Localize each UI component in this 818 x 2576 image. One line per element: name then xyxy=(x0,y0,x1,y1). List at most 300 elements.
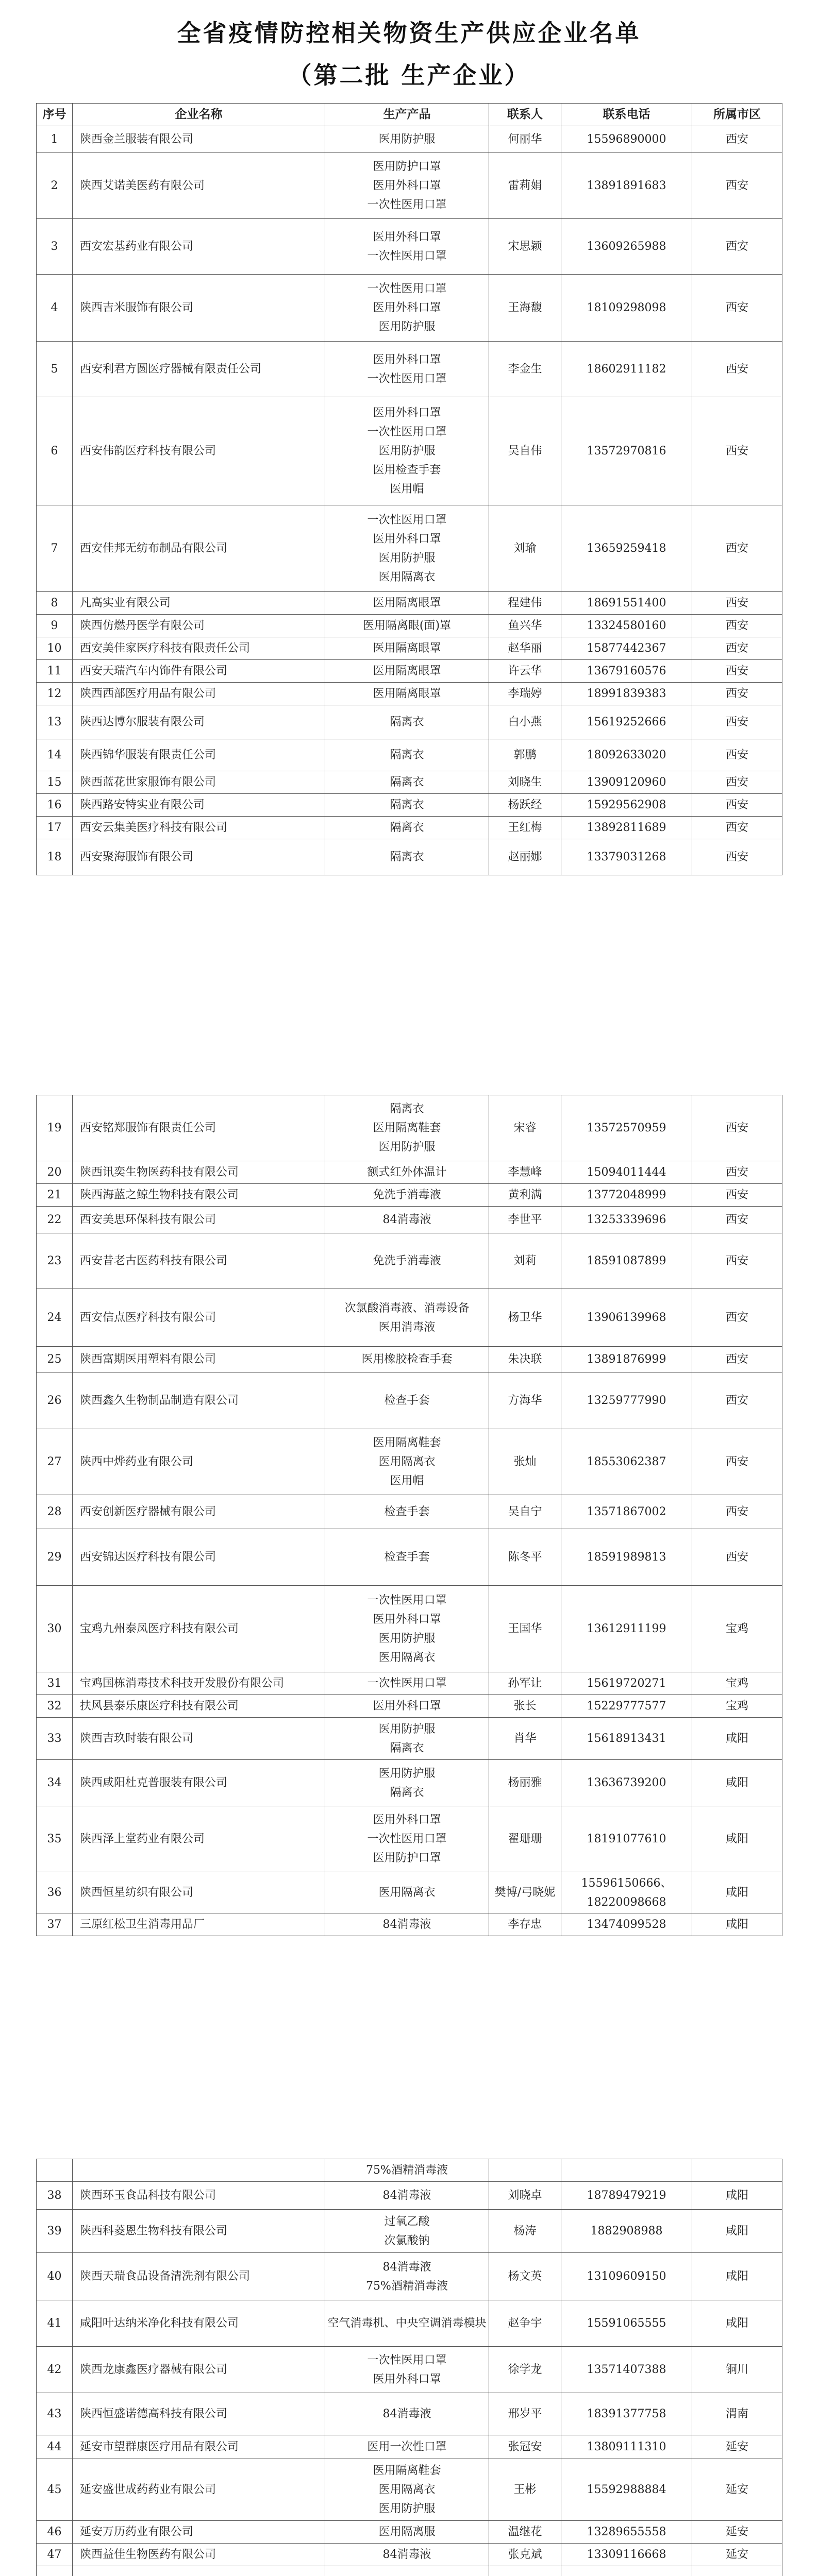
contact-person: 鱼兴华 xyxy=(489,615,561,637)
table-row xyxy=(37,1429,782,1495)
city-name: 渭南 xyxy=(692,2393,782,2435)
contact-person: 张克斌 xyxy=(489,2544,561,2566)
product-item: 医用防护口罩 xyxy=(373,1852,441,1865)
phone-number: 13259777990 xyxy=(561,1372,692,1429)
product-item: 84消毒液 xyxy=(382,2260,431,2274)
contact-person: 何丽华 xyxy=(489,126,561,153)
product-list xyxy=(325,505,489,592)
product-list xyxy=(325,2435,489,2459)
product-list xyxy=(325,2566,489,2576)
city-name: 咸阳 xyxy=(692,1872,782,1913)
phone-number: 13906139968 xyxy=(561,1289,692,1347)
table-row xyxy=(37,637,782,660)
table-row xyxy=(37,705,782,739)
product-list xyxy=(325,2300,489,2347)
product-list xyxy=(325,615,489,637)
phone-number: 13809111310 xyxy=(561,2435,692,2459)
product-item: 医用消毒液 xyxy=(378,1320,436,1334)
contact-person: 吴自伟 xyxy=(489,397,561,505)
product-item: 医用防护服 xyxy=(378,133,436,146)
row-number: 28 xyxy=(37,1495,73,1529)
phone-number: 15618913431 xyxy=(561,1718,692,1760)
phone-number: 13109609150 xyxy=(561,2253,692,2300)
phone-number: 15877442367 xyxy=(561,637,692,660)
product-item: 一次性医用口罩 xyxy=(367,1677,447,1690)
row-number: 25 xyxy=(37,1347,73,1372)
product-item: 隔离衣 xyxy=(390,776,424,789)
city-name: 延安 xyxy=(692,2544,782,2566)
table-row xyxy=(37,2347,782,2393)
row-number xyxy=(37,2566,73,2576)
contact-person: 王国华 xyxy=(489,1586,561,1672)
product-list xyxy=(325,126,489,153)
city-name: 咸阳 xyxy=(692,1806,782,1872)
contact-person: 吴自宁 xyxy=(489,1495,561,1529)
phone-number: 13636739200 xyxy=(561,1760,692,1806)
company-name: 陕西路安特实业有限公司 xyxy=(73,794,325,817)
product-list xyxy=(325,817,489,839)
product-list xyxy=(325,1289,489,1347)
product-item: 医用隔离眼罩 xyxy=(373,665,441,677)
contact-person: 郭鹏 xyxy=(489,739,561,771)
contact-person: 赵争宇 xyxy=(489,2300,561,2347)
company-name: 陕西鑫久生物制品制造有限公司 xyxy=(73,1372,325,1429)
city-name: 西安 xyxy=(692,615,782,637)
phone-number: 18092633020 xyxy=(561,739,692,771)
product-list xyxy=(325,2521,489,2544)
phone-number: 18691551400 xyxy=(561,592,692,615)
row-number: 37 xyxy=(37,1913,73,1936)
company-name: 延安万历药业有限公司 xyxy=(73,2521,325,2544)
product-item: 次氯酸钠 xyxy=(384,2234,430,2247)
product-list xyxy=(325,1806,489,1872)
table-row xyxy=(37,839,782,875)
company-name: 西安铭郑服饰有限责任公司 xyxy=(73,1095,325,1161)
company-name: 陕西富期医用塑料有限公司 xyxy=(73,1347,325,1372)
product-item: 75%酒精消毒液 xyxy=(366,2164,448,2177)
table-row xyxy=(37,2182,782,2210)
company-name: 西安云集美医疗科技有限公司 xyxy=(73,817,325,839)
table-row xyxy=(37,1495,782,1529)
table-row xyxy=(37,2159,782,2182)
row-number: 15 xyxy=(37,771,73,794)
phone-number: 15596890000 xyxy=(561,126,692,153)
product-item: 医用一次性口罩 xyxy=(367,2441,447,2453)
row-number: 1 xyxy=(37,126,73,153)
product-item: 隔离衣 xyxy=(390,851,424,863)
phone-number: 18602911182 xyxy=(561,342,692,397)
city-name: 铜川 xyxy=(692,2347,782,2393)
contact-person: 张长 xyxy=(489,1695,561,1718)
row-number: 34 xyxy=(37,1760,73,1806)
city-name: 西安 xyxy=(692,342,782,397)
table-row xyxy=(37,2459,782,2521)
table-row xyxy=(37,1806,782,1872)
city-name: 西安 xyxy=(692,637,782,660)
product-item: 一次性医用口罩 xyxy=(367,513,447,527)
city-name: 西安 xyxy=(692,817,782,839)
contact-person: 白小燕 xyxy=(489,705,561,739)
phone-number: 13679160576 xyxy=(561,660,692,683)
company-name: 陕西达博尔服装有限公司 xyxy=(73,705,325,739)
city-name: 咸阳 xyxy=(692,1760,782,1806)
product-item: 一次性医用口罩 xyxy=(367,2353,447,2367)
company-name: 宝鸡国栋消毒技术科技开发股份有限公司 xyxy=(73,1672,325,1695)
contact-person: 杨卫华 xyxy=(489,1289,561,1347)
phone-number: 13309116668 xyxy=(561,2544,692,2566)
product-list xyxy=(325,397,489,505)
table-row xyxy=(37,660,782,683)
company-name: 延安盛世成药药业有限公司 xyxy=(73,2459,325,2521)
company-name: 陕西益佳生物医药有限公司 xyxy=(73,2544,325,2566)
product-list xyxy=(325,1913,489,1936)
product-list xyxy=(325,1586,489,1672)
company-name: 陕西锦华服装有限责任公司 xyxy=(73,739,325,771)
row-number: 46 xyxy=(37,2521,73,2544)
header-contact: 联系人 xyxy=(489,104,561,126)
row-number: 40 xyxy=(37,2253,73,2300)
product-item: 医用防护服 xyxy=(378,1767,436,1780)
product-list xyxy=(325,342,489,397)
product-list xyxy=(325,2253,489,2300)
contact-person: 陈冬平 xyxy=(489,1529,561,1586)
phone-number: 18191077610 xyxy=(561,1806,692,1872)
table-row xyxy=(37,2393,782,2435)
row-number: 13 xyxy=(37,705,73,739)
phone-number: 13289655558 xyxy=(561,2521,692,2544)
phone-number: 13609265988 xyxy=(561,219,692,275)
product-list xyxy=(325,219,489,275)
table-row xyxy=(37,1529,782,1586)
table-row xyxy=(37,1718,782,1760)
city-name: 西安 xyxy=(692,1495,782,1529)
phone-number: 13324580160 xyxy=(561,615,692,637)
row-number: 47 xyxy=(37,2544,73,2566)
product-item: 医用防护服 xyxy=(378,2502,436,2515)
product-list xyxy=(325,1207,489,1233)
product-list xyxy=(325,1872,489,1913)
city-name: 西安 xyxy=(692,1289,782,1347)
contact-person: 方海华 xyxy=(489,1372,561,1429)
company-name: 陕西讯奕生物医药科技有限公司 xyxy=(73,1161,325,1184)
phone-number: 13572570959 xyxy=(561,1095,692,1161)
row-number: 18 xyxy=(37,839,73,875)
table-row xyxy=(37,1372,782,1429)
phone-number: 15596150666、18220098668 xyxy=(561,1872,692,1913)
row-number: 8 xyxy=(37,592,73,615)
product-item: 医用防护服 xyxy=(378,1141,436,1154)
company-name: 宝鸡九州泰凤医疗科技有限公司 xyxy=(73,1586,325,1672)
product-item: 医用外科口罩 xyxy=(373,1814,441,1826)
city-name: 西安 xyxy=(692,275,782,342)
product-item: 医用防护服 xyxy=(378,1632,436,1645)
row-number: 14 xyxy=(37,739,73,771)
company-table-part-3 xyxy=(36,2159,782,2576)
product-item: 隔离衣 xyxy=(390,1741,424,1755)
product-item: 一次性医用口罩 xyxy=(367,1833,447,1845)
row-number: 38 xyxy=(37,2182,73,2210)
table-row xyxy=(37,505,782,592)
row-number: 26 xyxy=(37,1372,73,1429)
city-name: 延安 xyxy=(692,2459,782,2521)
product-item: 医用外科口罩 xyxy=(373,1613,441,1626)
city-name: 西安 xyxy=(692,1095,782,1161)
company-name: 陕西恒盛诺德高科技有限公司 xyxy=(73,2393,325,2435)
product-item: 医用外科口罩 xyxy=(373,301,441,314)
phone-number: 13909120960 xyxy=(561,771,692,794)
contact-person: 温继花 xyxy=(489,2521,561,2544)
city-name: 西安 xyxy=(692,153,782,219)
company-name xyxy=(73,2159,325,2182)
product-list xyxy=(325,1184,489,1207)
phone-number: 15592988884 xyxy=(561,2459,692,2521)
contact-person: 刘晓卓 xyxy=(489,2182,561,2210)
product-item: 一次性医用口罩 xyxy=(367,426,447,438)
row-number: 32 xyxy=(37,1695,73,1718)
contact-person: 翟珊珊 xyxy=(489,1806,561,1872)
product-list xyxy=(325,1429,489,1495)
row-number: 5 xyxy=(37,342,73,397)
city-name: 宝鸡 xyxy=(692,1672,782,1695)
product-item: 84消毒液 xyxy=(382,1918,431,1931)
company-name: 陕西科菱恩生物科技有限公司 xyxy=(73,2210,325,2253)
row-number: 35 xyxy=(37,1806,73,1872)
city-name: 西安 xyxy=(692,1429,782,1495)
company-name: 咸阳叶达纳米净化科技有限公司 xyxy=(73,2300,325,2347)
company-name: 陕西蓝花世家服饰有限公司 xyxy=(73,771,325,794)
company-name: 陕西泽上堂药业有限公司 xyxy=(73,1806,325,1872)
phone-number: 18591989813 xyxy=(561,1529,692,1586)
table-row xyxy=(37,1207,782,1233)
table-row xyxy=(37,1184,782,1207)
header-city: 所属市区 xyxy=(692,104,782,126)
table-row xyxy=(37,2544,782,2566)
product-item: 医用隔离鞋套 xyxy=(373,2464,441,2477)
phone-number: 15619720271 xyxy=(561,1672,692,1695)
row-number: 27 xyxy=(37,1429,73,1495)
table-row xyxy=(37,2300,782,2347)
product-list xyxy=(325,1529,489,1586)
row-number: 22 xyxy=(37,1207,73,1233)
phone-number: 13253339696 xyxy=(561,1207,692,1233)
product-item: 医用外科口罩 xyxy=(373,532,441,546)
city-name: 西安 xyxy=(692,505,782,592)
contact-person: 杨文英 xyxy=(489,2253,561,2300)
product-list xyxy=(325,1695,489,1718)
product-item: 医用外科口罩 xyxy=(373,406,441,419)
contact-person: 李金生 xyxy=(489,342,561,397)
phone-number: 1882908988 xyxy=(561,2210,692,2253)
product-item: 医用外科口罩 xyxy=(373,179,441,192)
company-name: 陕西艾诺美医药有限公司 xyxy=(73,153,325,219)
contact-person: 刘莉 xyxy=(489,1233,561,1289)
company-name: 陕西吉米服饰有限公司 xyxy=(73,275,325,342)
company-name: 陕西海蓝之鲸生物科技有限公司 xyxy=(73,1184,325,1207)
phone-number: 18591087899 xyxy=(561,1233,692,1289)
city-name: 西安 xyxy=(692,660,782,683)
product-item: 检查手套 xyxy=(384,1505,430,1518)
company-name: 陕西恒星纺织有限公司 xyxy=(73,1872,325,1913)
table-row xyxy=(37,1347,782,1372)
product-item: 医用防护服 xyxy=(378,445,436,457)
contact-person xyxy=(489,2159,561,2182)
row-number: 30 xyxy=(37,1586,73,1672)
table-row xyxy=(37,2435,782,2459)
product-item: 医用外科口罩 xyxy=(373,230,441,244)
header-company: 企业名称 xyxy=(73,104,325,126)
company-name: 陕西中烨药业有限公司 xyxy=(73,1429,325,1495)
product-item: 医用防护服 xyxy=(378,551,436,565)
table-row xyxy=(37,2210,782,2253)
product-list xyxy=(325,739,489,771)
product-list xyxy=(325,275,489,342)
product-item: 过氧乙酸 xyxy=(384,2215,430,2228)
row-number: 36 xyxy=(37,1872,73,1913)
product-list xyxy=(325,705,489,739)
phone-number: 13891891683 xyxy=(561,153,692,219)
contact-person: 许云华 xyxy=(489,660,561,683)
row-number: 42 xyxy=(37,2347,73,2393)
product-item: 医用橡胶检查手套 xyxy=(361,1353,453,1366)
city-name: 咸阳 xyxy=(692,2210,782,2253)
product-item: 检查手套 xyxy=(384,1551,430,1564)
product-item: 次氯酸消毒液、消毒设备 xyxy=(344,1301,470,1315)
phone-number: 13612911199 xyxy=(561,1586,692,1672)
product-item: 空气消毒机、中央空调消毒模块 xyxy=(327,2317,487,2330)
product-list xyxy=(325,1372,489,1429)
contact-person: 杨涛 xyxy=(489,2210,561,2253)
city-name xyxy=(692,2566,782,2576)
product-list xyxy=(325,683,489,705)
phone-number: 15229777577 xyxy=(561,1695,692,1718)
phone-number: 13772048999 xyxy=(561,1184,692,1207)
contact-person: 杨跃经 xyxy=(489,794,561,817)
contact-person xyxy=(489,2566,561,2576)
contact-person: 张冠安 xyxy=(489,2435,561,2459)
row-number: 24 xyxy=(37,1289,73,1347)
header-no: 序号 xyxy=(37,104,73,126)
row-number: 23 xyxy=(37,1233,73,1289)
company-name xyxy=(73,2566,325,2576)
company-name: 西安利君方圆医疗器械有限责任公司 xyxy=(73,342,325,397)
product-list xyxy=(325,2159,489,2182)
product-item: 84消毒液 xyxy=(382,1213,431,1226)
product-item: 医用隔离衣 xyxy=(378,570,436,584)
product-list xyxy=(325,2544,489,2566)
company-name: 陕西吉玖时装有限公司 xyxy=(73,1718,325,1760)
product-item: 隔离衣 xyxy=(390,1103,424,1115)
contact-person: 朱决联 xyxy=(489,1347,561,1372)
row-number: 29 xyxy=(37,1529,73,1586)
phone-number: 15591065555 xyxy=(561,2300,692,2347)
product-item: 一次性医用口罩 xyxy=(367,282,447,295)
product-list xyxy=(325,153,489,219)
phone-number xyxy=(561,2159,692,2182)
product-item: 医用帽 xyxy=(390,483,424,496)
city-name: 咸阳 xyxy=(692,2253,782,2300)
contact-person: 李世平 xyxy=(489,1207,561,1233)
city-name: 西安 xyxy=(692,1529,782,1586)
table-row xyxy=(37,615,782,637)
contact-person: 宋睿 xyxy=(489,1095,561,1161)
document-subtitle: （第二批 生产企业） xyxy=(288,61,530,89)
row-number: 44 xyxy=(37,2435,73,2459)
product-item: 医用隔离鞋套 xyxy=(373,1436,441,1449)
row-number: 10 xyxy=(37,637,73,660)
company-name: 西安天瑞汽车内饰件有限公司 xyxy=(73,660,325,683)
phone-number: 13659259418 xyxy=(561,505,692,592)
contact-person: 李慧峰 xyxy=(489,1161,561,1184)
product-item: 一次性医用口罩 xyxy=(367,198,447,211)
company-name: 西安宏基药业有限公司 xyxy=(73,219,325,275)
row-number xyxy=(37,2159,73,2182)
product-item: 隔离衣 xyxy=(390,821,424,834)
contact-person: 王彬 xyxy=(489,2459,561,2521)
header-phone: 联系电话 xyxy=(561,104,692,126)
product-item: 医用隔离眼罩 xyxy=(373,597,441,609)
product-item: 医用隔离衣 xyxy=(378,2483,436,2496)
product-item: 医用外科口罩 xyxy=(373,353,441,366)
phone-number xyxy=(561,2566,692,2576)
product-item: 隔离衣 xyxy=(390,1786,424,1799)
product-list xyxy=(325,1161,489,1184)
company-name: 陕西咸阳杜克普服装有限公司 xyxy=(73,1760,325,1806)
contact-person: 樊博/弓晓妮 xyxy=(489,1872,561,1913)
row-number: 6 xyxy=(37,397,73,505)
table-row xyxy=(37,794,782,817)
product-item: 医用隔离衣 xyxy=(378,1455,436,1468)
city-name: 西安 xyxy=(692,839,782,875)
row-number: 33 xyxy=(37,1718,73,1760)
table-row xyxy=(37,2566,782,2576)
contact-person: 孙军让 xyxy=(489,1672,561,1695)
city-name: 西安 xyxy=(692,1233,782,1289)
row-number: 12 xyxy=(37,683,73,705)
product-item: 医用外科口罩 xyxy=(373,2372,441,2386)
product-list xyxy=(325,1495,489,1529)
product-item: 84消毒液 xyxy=(382,2408,431,2420)
row-number: 17 xyxy=(37,817,73,839)
table-row xyxy=(37,1672,782,1695)
product-item: 84消毒液 xyxy=(382,2189,431,2202)
product-item: 医用隔离服 xyxy=(378,2526,436,2538)
table-row xyxy=(37,219,782,275)
phone-number: 13474099528 xyxy=(561,1913,692,1936)
product-item: 检查手套 xyxy=(384,1394,430,1407)
contact-person: 王海馥 xyxy=(489,275,561,342)
product-list xyxy=(325,2459,489,2521)
contact-person: 王红梅 xyxy=(489,817,561,839)
table-row xyxy=(37,771,782,794)
row-number: 3 xyxy=(37,219,73,275)
phone-number: 13892811689 xyxy=(561,817,692,839)
phone-number: 18391377758 xyxy=(561,2393,692,2435)
contact-person: 肖华 xyxy=(489,1718,561,1760)
product-item: 隔离衣 xyxy=(390,749,424,761)
row-number: 41 xyxy=(37,2300,73,2347)
table-row xyxy=(37,275,782,342)
product-list xyxy=(325,1095,489,1161)
product-list xyxy=(325,771,489,794)
product-item: 额式红外体温计 xyxy=(367,1166,447,1179)
contact-person: 宋思颖 xyxy=(489,219,561,275)
row-number: 45 xyxy=(37,2459,73,2521)
phone-number: 13571407388 xyxy=(561,2347,692,2393)
row-number: 7 xyxy=(37,505,73,592)
company-name: 陕西仿燃丹医学有限公司 xyxy=(73,615,325,637)
city-name: 西安 xyxy=(692,683,782,705)
product-item: 75%酒精消毒液 xyxy=(366,2279,448,2293)
